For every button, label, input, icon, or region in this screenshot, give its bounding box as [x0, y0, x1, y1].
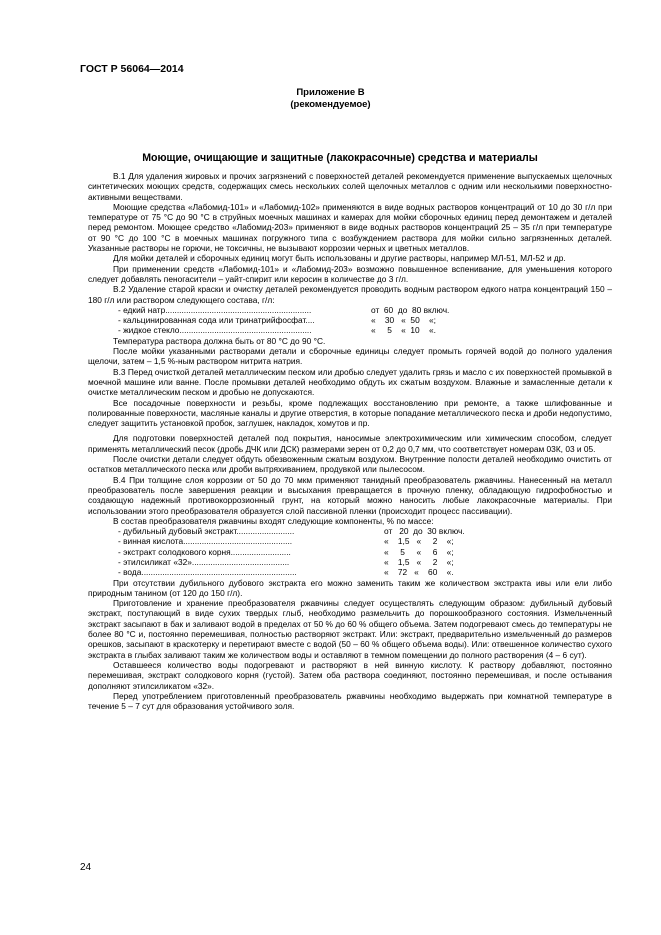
section-title: Моющие, очищающие и защитные (лакокрасочные) средства и материалы — [142, 152, 538, 164]
list-item-label: - этилсиликат «32».......................................... — [118, 556, 290, 567]
list-item — [88, 325, 612, 335]
paragraph: В.1 Для удаления жировых и прочих загрязнений с поверхностей деталей рекомендуется применение выпускаемых щелочных синтетических моющих средств, содержащих смесь нескольких солей щелочных металлов с одним или несколькими поверхностно-активными веществами. — [88, 171, 612, 202]
paragraph: В состав преобразователя ржавчины входят следующие компоненты, % по массе: — [113, 515, 434, 526]
list-item-value: от 60 до 80 включ. — [371, 304, 450, 315]
page-number: 24 — [80, 862, 92, 873]
paragraph: После очистки детали следует обдуть обезвоженным сжатым воздухом. Внутренние полости деталей необходимо очистить от остатков металлического песка или дроби вытряхиванием, продувкой или пылесосом. — [88, 454, 612, 475]
list-item-value: « 30 « 50 «; — [371, 315, 436, 326]
paragraph: В.2 Удаление старой краски и очистку деталей рекомендуется проводить водным раствором едкого натра концентраций 150 – 180 г/л или раствором следующего состава, г/л: — [88, 284, 612, 305]
list-item-label: - винная кислота............................................... — [118, 536, 293, 547]
list-item — [88, 315, 612, 325]
list-item-label: - жидкое стекло......................................................... — [118, 325, 312, 336]
list-item — [88, 557, 612, 567]
appendix-subtitle: (рекомендуемое) — [290, 99, 371, 110]
list-item — [88, 526, 612, 536]
paragraph: Перед употреблением приготовленный преобразователь ржавчины необходимо выдержать при комнатной температуре в течение 5 – 7 сут для образования устойчивого золя. — [88, 690, 612, 712]
list-item-value: « 5 « 10 «. — [371, 325, 436, 336]
list-item-value: от 20 до 30 включ. — [384, 526, 465, 537]
list-item-label: - кальцинированная сода или тринатрийфосфат.... — [118, 315, 315, 326]
list-item — [88, 547, 612, 557]
list-item — [88, 536, 612, 546]
paragraph: Оставшееся количество воды подогревают и растворяют в ней винную кислоту. К раствору добавляют, постоянно перемешивая, экстракт солодкового корня (густой). Затем оба раствора соединяют, постоянно перемешивая, и после остывания дополняют этилсиликатом «32». — [88, 659, 612, 691]
list-item-value: « 72 « 60 «. — [384, 567, 454, 578]
appendix-title: Приложение В — [296, 87, 365, 98]
list-item-label: - едкий натр............................................................... — [118, 304, 312, 315]
document-body — [88, 171, 612, 711]
list-item-value: « 1,5 « 2 «; — [384, 536, 454, 547]
document-header: ГОСТ Р 56064—2014 — [80, 63, 184, 75]
paragraph: В.4 При толщине слоя коррозии от 50 до 70 мкм применяют танидный преобразователь ржавчины. Нанесенный на металл преобразователь после завершения реакции и высыхания превращается в прочную пленку, обладающую гидрофобностью и создающую надежный противокоррозионный грунт, на который можно наносить любые лакокрасочные материалы. При использовании этого преобразователя образуется слой пассивной пленки (происходит процесс пассивации). — [88, 474, 612, 516]
list-item-value: « 1,5 « 2 «; — [384, 556, 454, 567]
list-item-label: - вода................................................................... — [118, 567, 297, 578]
paragraph: При отсутствии дубильного дубового экстракта его можно заменить таким же количеством экстракта ивы или ели либо природным танином (от 120 до 150 г/л). — [88, 577, 612, 598]
paragraph: Моющие средства «Лабомид-101» и «Лабомид-102» применяются в виде водных растворов концентраций от 10 до 30 г/л при температуре от 75 °С до 90 °С в струйных моечных машинах и камерах для мойки сборочных единиц перед демонтажем и деталей перед ремонтом. Моющее средство «Лабомид-203» применяют в виде водных растворов концентраций 25 – 35 г/л при температуре от 90 °С до 100 °С в моечных машинах погружного типа с возбуждением раствора для мойки сильно загрязненных деталей. Указанные растворы не горючи, не токсичны, не вызывают коррозии черных и цветных металлов. — [88, 201, 612, 254]
list-item-label: - дубильный дубовый экстракт......................... — [118, 526, 295, 537]
composition-list-1 — [88, 305, 612, 336]
list-item-value: « 5 « 6 «; — [384, 546, 454, 557]
composition-list-2 — [88, 526, 612, 577]
paragraph: Для подготовки поверхностей деталей под покрытия, наносимые электрохимическим или химическим способом, следует применять металлический песок (дробь ДЧК или ДСК) размерами зерен от 0,2 до 0,7 мм, что соответствует номерам 03К, 03 и 05. — [88, 433, 612, 454]
paragraph: После мойки указанными растворами детали и сборочные единицы следует промыть горячей водой до полного удаления щелочи, затем – 1,5 %-ным раствором нитрита натрия. — [88, 346, 612, 367]
paragraph: В.3 Перед очисткой деталей металлическим песком или дробью следует удалить грязь и масло с их поверхностей промывкой в моечной машине или ванне. После промывки деталей необходимо обдуть их сжатым воздухом. Влажные и замасленные детали к очистке металлическим песком и дробью не допускаются. — [88, 366, 612, 398]
list-item-label: - экстракт солодкового корня.......................... — [118, 546, 291, 557]
paragraph: Приготовление и хранение преобразователя ржавчины следует осуществлять следующим образом: дубильный дубовый экстракт, поступающий в виде сухих твердых глыб, необходимо размельчить до порошкообразного состояния. Измельченный экстракт засыпают в бак и заливают водой в пределах от 50 % до 60 % общего объема. Затем подогревают смесь до температуры не более 80 °С и, постоянно перемешивая, полностью растворяют экстракт. Или: экстракт, предварительно измельченный до размеров орешков, засыпают в краскотерку и перетирают вместе с водой (50 – 60 % общего объема воды). Или: отвешенное количество сухого экстракта в глыбах заливают таким же количеством воды и оставляют в темном помещении до полного растворения (4 – 6 сут). — [88, 598, 612, 660]
paragraph: Все посадочные поверхности и резьбы, кроме подлежащих восстановлению при ремонте, а также шлифованные и полированные поверхности, масляные каналы и другие отверстия, в которые попадание металлического песка и дроби недопустимо, следует защитить установкой пробок, заглушек, накладок, хомутов и пр. — [88, 397, 612, 429]
paragraph: Температура раствора должна быть от 80 °С до 90 °С. — [113, 335, 326, 346]
list-item — [88, 567, 612, 577]
paragraph: При применении средств «Лабомид-101» и «Лабомид-203» возможно повышенное вспенивание, для уменьшения которого следует добавлять пеногасители – уайт-спирит или керосин в количестве до 3 г/л. — [88, 263, 612, 284]
paragraph: Для мойки деталей и сборочных единиц могут быть использованы и другие растворы, например МЛ-51, МЛ-52 и др. — [113, 253, 566, 264]
list-item — [88, 305, 612, 315]
